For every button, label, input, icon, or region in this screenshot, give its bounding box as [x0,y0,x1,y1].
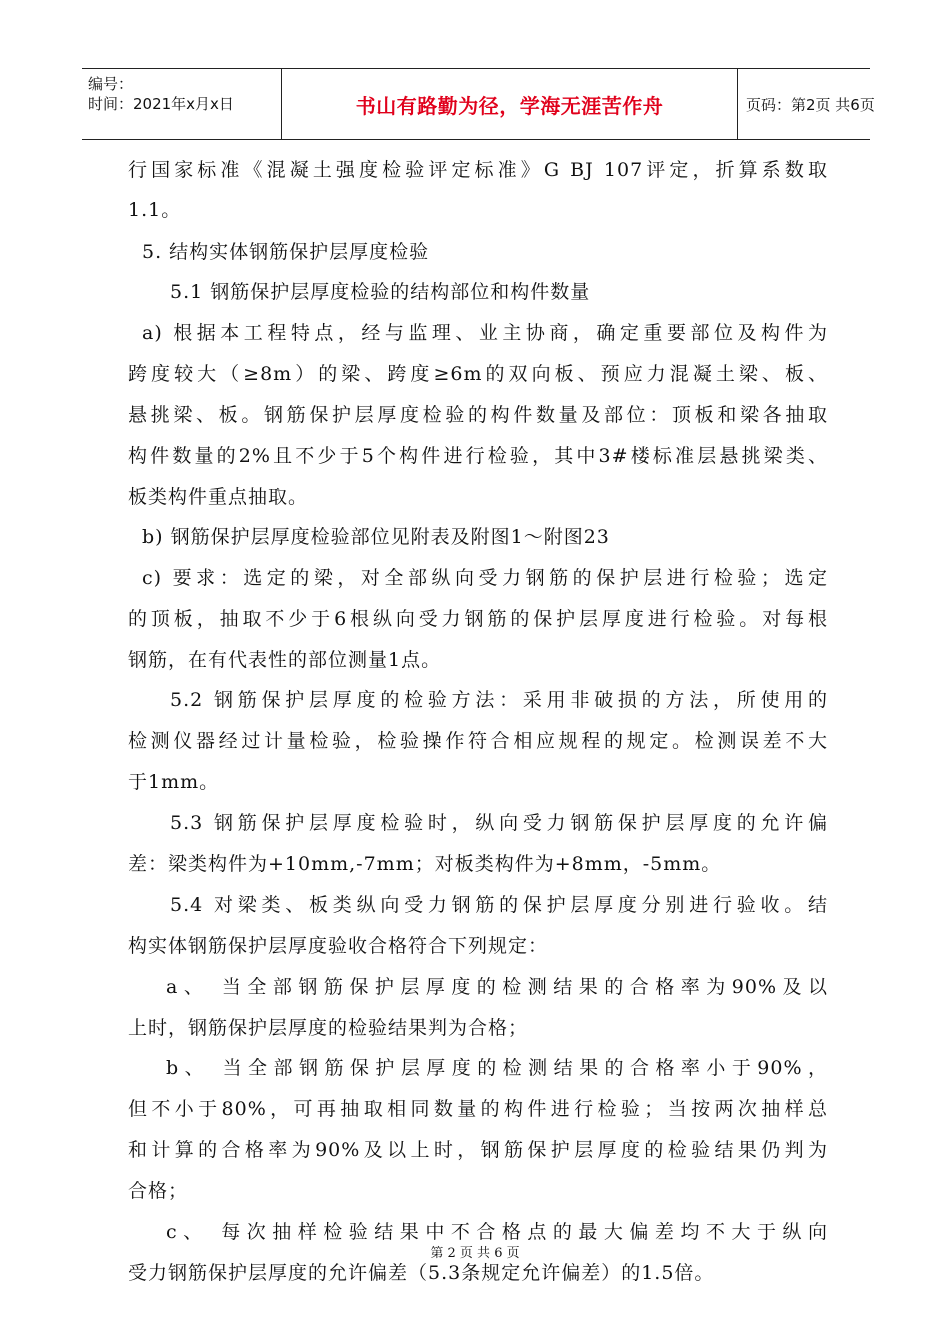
body-line: a) 根据本工程特点，经与监理、业主协商，确定重要部位及构件为 [142,322,828,344]
page-header [82,68,875,140]
body-line: c、 每次抽样检验结果中不合格点的最大偏差均不大于纵向 [166,1221,828,1243]
body-line: 检测仪器经过计量检验，检验操作符合相应规程的规定。检测误差不大 [128,730,828,752]
body-line: 行国家标准《混凝土强度检验评定标准》G BJ 107评定，折算系数取 [128,159,828,181]
body-line: 5.4 对梁类、板类纵向受力钢筋的保护层厚度分别进行验收。结 [170,894,828,916]
subsection-heading-5-1: 5.1 钢筋保护层厚度检验的结构部位和构件数量 [170,281,591,303]
body-line: 1.1。 [128,199,182,221]
body-line: 板类构件重点抽取。 [128,486,309,508]
body-line: 构实体钢筋保护层厚度验收合格符合下列规定： [128,935,549,957]
body-line: 钢筋，在有代表性的部位测量1点。 [128,649,442,671]
header-motto: 书山有路勤为径，学海无涯苦作舟 [355,93,664,118]
body-line: 的顶板，抽取不少于6根纵向受力钢筋的保护层厚度进行检验。对每根 [128,608,828,630]
body-line: 和计算的合格率为90%及以上时，钢筋保护层厚度的检验结果仍判为 [128,1139,828,1161]
body-line: b) 钢筋保护层厚度检验部位见附表及附图1～附图23 [142,526,610,548]
body-line: 悬挑梁、板。钢筋保护层厚度检验的构件数量及部位：顶板和梁各抽取 [128,404,828,426]
body-line: 于1mm。 [128,771,220,793]
body-line: 5.2 钢筋保护层厚度的检验方法：采用非破损的方法，所使用的 [170,689,828,711]
body-line: 但不小于80%，可再抽取相同数量的构件进行检验；当按两次抽样总 [128,1098,828,1120]
doc-number-label: 编号： [88,75,134,93]
header-page-info: 页码：第2页 共6页 [746,95,875,114]
body-line: 差：梁类构件为+10mm,-7mm；对板类构件为+8mm，-5mm。 [128,853,722,875]
header-motto-cell [282,69,738,139]
body-line: 5.3 钢筋保护层厚度检验时，纵向受力钢筋保护层厚度的允许偏 [170,812,828,834]
body-line: 构件数量的2%且不少于5个构件进行检验，其中3#楼标准层悬挑梁类、 [128,445,828,467]
body-line: 上时，钢筋保护层厚度的检验结果判为合格； [128,1017,529,1039]
doc-date-label: 时间：2021年x月x日 [88,95,234,113]
header-page-cell [738,69,875,139]
body-line: b、 当全部钢筋保护层厚度的检测结果的合格率小于90%， [166,1057,828,1079]
section-heading-5: 5. 结构实体钢筋保护层厚度检验 [142,241,430,263]
body-line: 受力钢筋保护层厚度的允许偏差（5.3条规定允许偏差）的1.5倍。 [128,1262,715,1284]
body-line: c) 要求：选定的梁，对全部纵向受力钢筋的保护层进行检验；选定 [142,567,828,589]
body-line: 合格； [128,1180,189,1202]
body-line: 跨度较大（≥8m）的梁、跨度≥6m的双向板、预应力混凝土梁、板、 [128,363,828,385]
header-meta-cell [82,69,282,139]
body-line: a、 当全部钢筋保护层厚度的检测结果的合格率为90%及以 [166,976,828,998]
page-footer: 第 2 页 共 6 页 [430,1246,520,1261]
